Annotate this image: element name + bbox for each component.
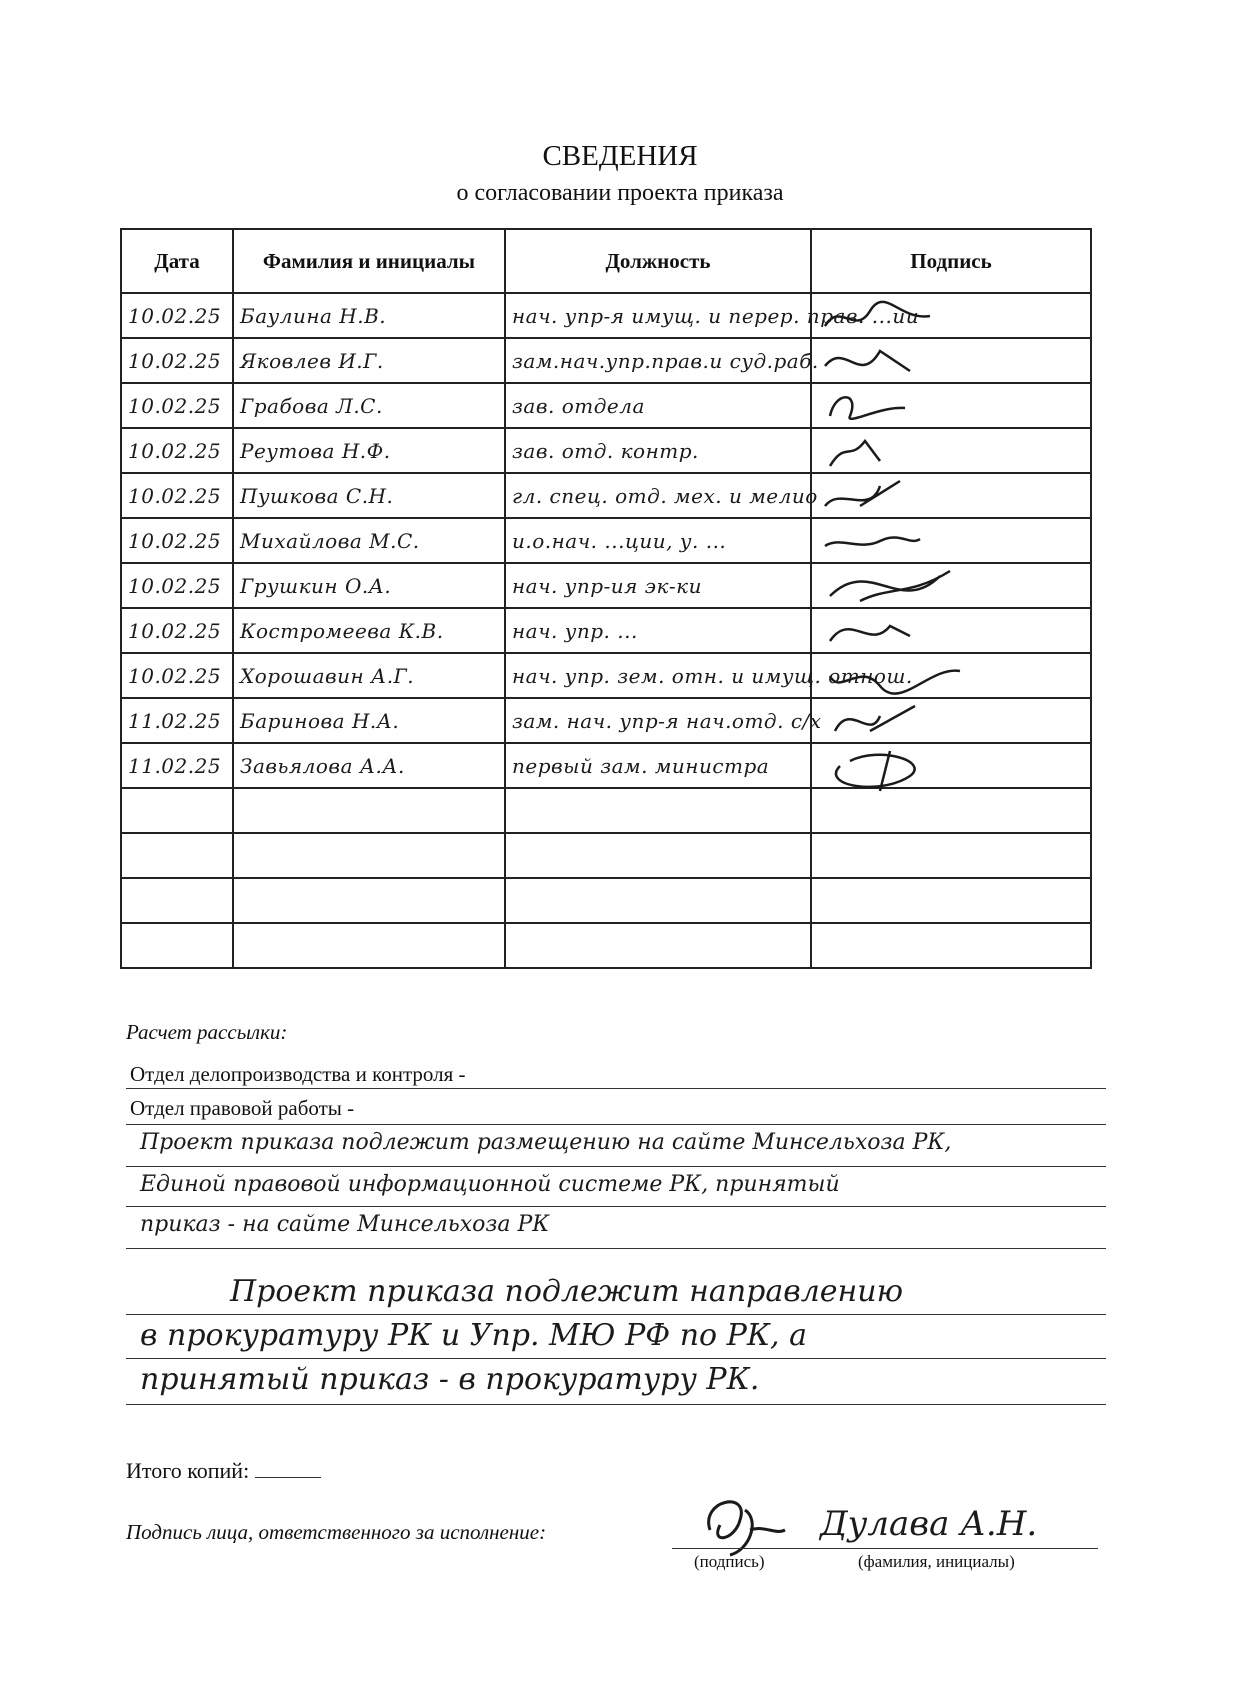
signature-scribble [820,296,970,336]
signature-scribble [820,341,970,381]
responsible-name: Дулава А.Н. [820,1504,1038,1544]
name-cell: Реутова Н.Ф. [233,428,505,473]
position-cell [505,878,811,923]
table-row [121,518,1091,563]
position-cell: гл. спец. отд. мех. и мелио [505,473,811,518]
table-row [121,428,1091,473]
table-header-row [121,229,1091,293]
position-cell: первый зам. министра [505,743,811,788]
date-cell: 10.02.25 [121,653,233,698]
name-cell [233,878,505,923]
name-cell [233,788,505,833]
signature-scribble [820,656,970,696]
handwritten-note-line: Проект приказа подлежит размещению на сайте Минсельхоза РК, [140,1130,952,1155]
signature-scribble [820,746,970,786]
position-cell: зам.нач.упр.прав.и суд.раб. [505,338,811,383]
signature-cell [811,608,1091,653]
signature-cell [811,878,1091,923]
signature-scribble [820,701,970,741]
handwritten-note-line: принятый приказ - в прокуратуру РК. [140,1362,760,1397]
date-cell: 10.02.25 [121,428,233,473]
position-cell [505,833,811,878]
distribution-label: Расчет рассылки: [126,1020,288,1044]
handwritten-note-line: Проект приказа подлежит направлению [230,1274,904,1309]
table-row [121,563,1091,608]
position-cell [505,923,811,968]
name-cell: Костромеева К.В. [233,608,505,653]
date-cell [121,833,233,878]
name-cell: Пушкова С.Н. [233,473,505,518]
handwritten-note-line: приказ - на сайте Минсельхоза РК [140,1212,550,1237]
signature-cell [811,428,1091,473]
table-row [121,743,1091,788]
date-cell: 10.02.25 [121,473,233,518]
signature-cell [811,833,1091,878]
table-row [121,788,1091,833]
date-cell: 10.02.25 [121,608,233,653]
column-header-position: Должность [505,229,811,293]
ruled-line [126,1124,1106,1125]
ruled-line [126,1404,1106,1405]
ruled-line [126,1314,1106,1315]
date-cell [121,923,233,968]
date-cell [121,788,233,833]
signature-scribble [820,566,970,606]
table-row [121,698,1091,743]
ruled-line [126,1248,1106,1249]
name-cell [233,833,505,878]
name-cell: Завьялова А.А. [233,743,505,788]
date-cell: 10.02.25 [121,293,233,338]
signature-scribble [820,431,970,471]
signature-cell [811,698,1091,743]
date-cell: 11.02.25 [121,698,233,743]
signature-scribble [820,611,970,651]
name-cell: Грабова Л.С. [233,383,505,428]
position-cell: зав. отдела [505,383,811,428]
document-title: СВЕДЕНИЯ [542,140,698,172]
date-cell: 10.02.25 [121,518,233,563]
ruled-line [126,1088,1106,1089]
distribution-line-records: Отдел делопроизводства и контроля - [130,1062,466,1086]
table-row [121,923,1091,968]
signature-cell [811,383,1091,428]
column-header-date: Дата [121,229,233,293]
column-header-signature: Подпись [811,229,1091,293]
signature-cell [811,473,1091,518]
name-cell [233,923,505,968]
responsible-signature [690,1490,790,1560]
table-row [121,833,1091,878]
position-cell [505,788,811,833]
table-row [121,293,1091,338]
total-copies-blank [255,1477,321,1478]
signature-cell [811,653,1091,698]
name-cell: Грушкин О.А. [233,563,505,608]
approval-table [120,228,1092,969]
name-cell: Михайлова М.С. [233,518,505,563]
signature-scribble [820,476,970,516]
signature-cell [811,518,1091,563]
handwritten-note-line: Единой правовой информационной системе РК, принятый [140,1172,840,1197]
date-cell: 10.02.25 [121,383,233,428]
total-copies [126,1458,321,1484]
signature-cell [811,293,1091,338]
table-row [121,653,1091,698]
signature-cell [811,743,1091,788]
date-cell: 10.02.25 [121,563,233,608]
ruled-line [126,1358,1106,1359]
name-cell: Баринова Н.А. [233,698,505,743]
position-cell: нач. упр-я имущ. и перер. прав. ...ии [505,293,811,338]
signature-cell [811,563,1091,608]
table-row [121,338,1091,383]
signature-caption: (подпись) [694,1552,765,1571]
position-cell: зав. отд. контр. [505,428,811,473]
signature-scribble [820,521,970,561]
name-cell: Баулина Н.В. [233,293,505,338]
table-row [121,878,1091,923]
name-cell: Яковлев И.Г. [233,338,505,383]
position-cell: нач. упр. ... [505,608,811,653]
position-cell: нач. упр. зем. отн. и имущ. отнош. [505,653,811,698]
table-row [121,473,1091,518]
document-subtitle: о согласовании проекта приказа [456,180,784,206]
position-cell: и.о.нач. ...ции, у. ... [505,518,811,563]
signature-cell [811,788,1091,833]
date-cell: 11.02.25 [121,743,233,788]
position-cell: зам. нач. упр-я нач.отд. с/х [505,698,811,743]
table-row [121,383,1091,428]
column-header-name: Фамилия и инициалы [233,229,505,293]
table-row [121,608,1091,653]
distribution-line-legal: Отдел правовой работы - [130,1096,355,1120]
ruled-line [126,1206,1106,1207]
date-cell [121,878,233,923]
signature-cell [811,923,1091,968]
total-copies-label: Итого копий: [126,1458,250,1483]
signature-scribble [820,386,970,426]
ruled-line [126,1166,1106,1167]
name-caption: (фамилия, инициалы) [858,1552,1015,1571]
handwritten-note-line: в прокуратуру РК и Упр. МЮ РФ по РК, а [140,1318,808,1353]
responsible-label: Подпись лица, ответственного за исполнение: [126,1520,547,1544]
position-cell: нач. упр-ия эк-ки [505,563,811,608]
signature-cell [811,338,1091,383]
name-cell: Хорошавин А.Г. [233,653,505,698]
responsible-sign-line [672,1548,1098,1549]
date-cell: 10.02.25 [121,338,233,383]
